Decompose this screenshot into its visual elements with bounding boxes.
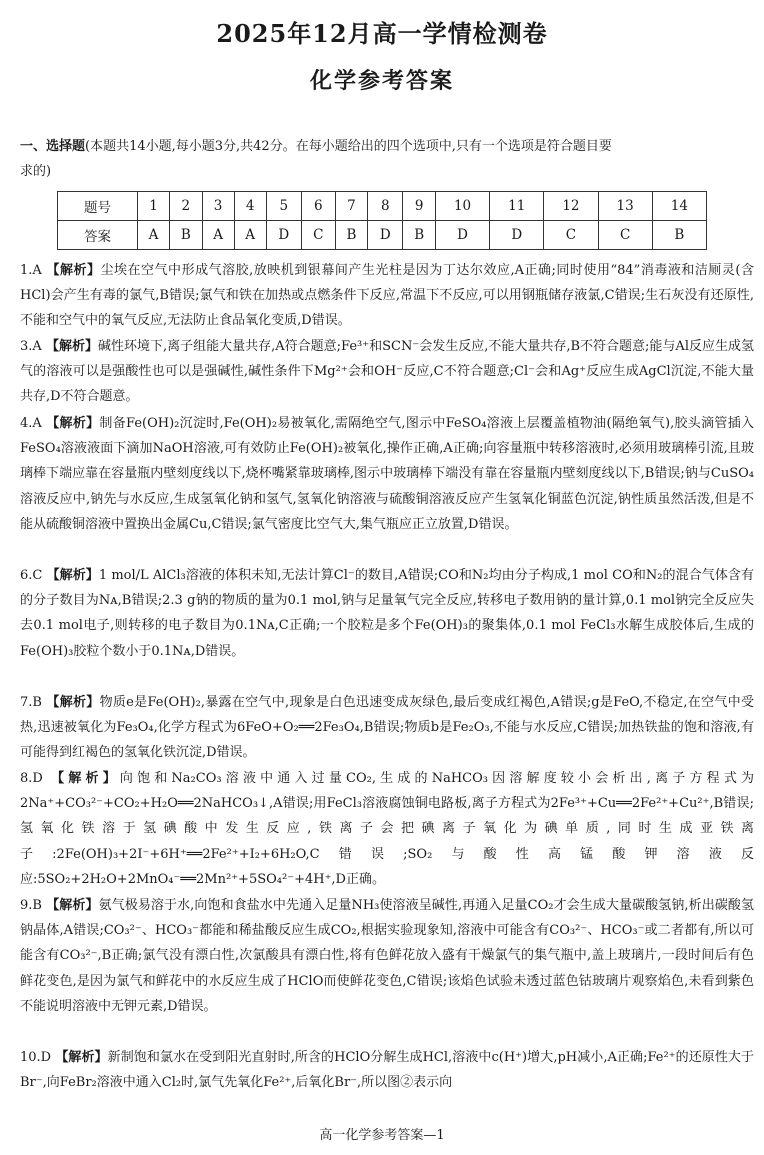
explanation-text: 向饱和Na₂CO₃溶液中通入过量CO₂,生成的NaHCO₃因溶解度较小会析出,离子方程式为2Na⁺+CO₃²⁻+CO₂+H₂O══2NaHCO₃↓,A错误;用FeCl₃溶液腐蚀铜电路板,离子方程式为2Fe³⁺+Cu══2Fe²⁺+Cu²⁺,B错误;氢氧化铁溶于氢碘酸中发生反应,铁离子会把碘离子氧化为碘单质,同时生成亚铁离子:2Fe(OH)₃+2I⁻+6H⁺══2Fe²⁺+I₂+6H₂O,C错误;SO₂与酸性高锰酸钾溶液反应:5SO₂+2H₂O+2MnO₄⁻══2Mn²⁺+5SO₄²⁻+4H⁺,D正确。	[20, 771, 754, 887]
explanation-q1	[20, 258, 754, 334]
answer-cell: B	[335, 221, 368, 250]
explanation-prefix: 10.D	[20, 1050, 52, 1065]
page-footer: 高一化学参考答案—1	[319, 1128, 445, 1143]
section-desc-line1: (本题共14小题,每小题3分,共42分。在每小题给出的四个选项中,只有一个选项是符合题目要	[85, 139, 612, 154]
explanation-text: 1 mol/L AlCl₃溶液的体积未知,无法计算Cl⁻的数目,A错误;CO和N₂均由分子构成,1 mol CO和N₂的混合气体含有的分子数目为Nᴀ,B错误;2.3 g钠的物质的量为0.1 mol,钠与足量氧气完全反应,转移电子数用钠的量计算,0.1 mol钠完全反应失去0.1 mol电子,则转移的电子数目为0.1Nᴀ,C正确;一个胶粒是多个Fe(OH)₃的聚集体,0.1 mol FeCl₃水解生成胶体后,生成的Fe(OH)₃胶粒个数小于0.1Nᴀ,D错误。	[20, 568, 754, 659]
explanation-text: 氨气极易溶于水,向饱和食盐水中先通入足量NH₃使溶液呈碱性,再通入足量CO₂才会生成大量碳酸氢钠,析出碳酸氢钠晶体,A错误;CO₃²⁻、HCO₃⁻都能和稀盐酸反应生成CO₂,根据实验现象知,溶液中可能含有CO₃²⁻、HCO₃⁻或二者都有,所以可能含有CO₃²⁻,B正确;氯气没有漂白性,次氯酸具有漂白性,将有色鲜花放入盛有干燥氯气的集气瓶中,盖上玻璃片,一段时间后有色鲜花变色,是因为氯气和鲜花中的水反应生成了HClO而使鲜花变色,C错误;该焰色试验未透过蓝色钴玻璃片观察焰色,未看到紫色不能说明溶液中无钾元素,D错误。	[20, 898, 754, 1014]
question-number-cell: 6	[301, 192, 335, 221]
row-label-number: 题号	[58, 192, 138, 221]
explanation-prefix: 4.A	[20, 416, 42, 431]
explanation-text: 碱性环境下,离子组能大量共存,A符合题意;Fe³⁺和SCN⁻会发生反应,不能大量共存,B不符合题意;能与Al反应生成氢气的溶液可以是强酸性也可以是强碱性,碱性条件下Mg²⁺会和OH⁻反应,C不符合题意;Cl⁻会和Ag⁺反应生成AgCl沉淀,不能大量共存,D不符合题意。	[20, 339, 754, 405]
explanation-q9	[20, 893, 754, 1019]
explanation-q8	[20, 766, 754, 892]
explanation-prefix: 6.C	[20, 568, 43, 583]
page-title: 2025年12月高一学情检测卷	[216, 19, 548, 48]
explanation-text: 尘埃在空气中形成气溶胶,放映机到银幕间产生光柱是因为丁达尔效应,A正确;同时使用“84”消毒液和洁厕灵(含HCl)会产生有毒的氯气,B错误;氯气和铁在加热或点燃条件下反应,常温下不反应,可以用钢瓶储存液氯,C错误;生石灰没有还原性,不能和空气中的氧气反应,无法防止食品氧化变质,D错误。	[20, 263, 754, 329]
explanation-tag: 【解析】	[46, 416, 100, 431]
explanation-text: 新制饱和氯水在受到阳光直射时,所含的HClO分解生成HCl,溶液中c(H⁺)增大,pH减小,A正确;Fe²⁺的还原性大于Br⁻,向FeBr₂溶液中通入Cl₂时,氯气先氧化Fe²⁺,后氧化Br⁻,所以图②表示向	[20, 1050, 754, 1091]
explanation-prefix: 9.B	[20, 898, 42, 913]
answer-table-answer-row	[58, 221, 707, 250]
answer-cell: C	[301, 221, 335, 250]
explanation-tag: 【解析】	[51, 771, 120, 786]
explanation-text: 制备Fe(OH)₂沉淀时,Fe(OH)₂易被氧化,需隔绝空气,图示中FeSO₄溶液上层覆盖植物油(隔绝氧气),胶头滴管插入FeSO₄溶液液面下滴加NaOH溶液,可有效防止Fe(OH)₂被氧化,操作正确,A正确;向容量瓶中转移溶液时,必须用玻璃棒引流,且玻璃棒下端应靠在容量瓶内壁刻度线以下,烧杯嘴紧靠玻璃棒,图示中玻璃棒下端没有靠在容量瓶内壁刻度线以下,B错误;钠与CuSO₄溶液反应中,钠先与水反应,生成氢氧化钠和氢气,氢氧化钠溶液与硫酸铜溶液反应产生氢氧化铜蓝色沉淀,钠性质虽然活泼,但是不能从硫酸铜溶液中置换出金属Cu,C错误;氯气密度比空气大,集气瓶应正立放置,D错误。	[20, 416, 754, 532]
section-desc-line2: 求的)	[20, 164, 52, 179]
explanation-prefix: 8.D	[20, 771, 43, 786]
page-subtitle: 化学参考答案	[309, 68, 454, 94]
answer-cell: A	[234, 221, 266, 250]
question-number-cell: 11	[490, 192, 544, 221]
section-heading: 一、选择题	[20, 139, 86, 154]
explanation-q4	[20, 411, 754, 537]
explanation-tag: 【解析】	[46, 263, 101, 278]
answer-cell: B	[170, 221, 203, 250]
explanation-tag: 【解析】	[46, 898, 99, 913]
answer-cell: B	[652, 221, 706, 250]
answer-cell: D	[266, 221, 301, 250]
explanation-q7	[20, 690, 754, 766]
answer-table	[57, 191, 707, 250]
explanation-q3	[20, 334, 754, 410]
explanation-tag: 【解析】	[46, 568, 99, 583]
explanation-q6	[20, 563, 754, 664]
answer-cell: B	[403, 221, 436, 250]
answer-cell: A	[202, 221, 234, 250]
explanation-text: 物质e是Fe(OH)₂,暴露在空气中,现象是白色迅速变成灰绿色,最后变成红褐色,A错误;g是FeO,不稳定,在空气中受热,迅速被氧化为Fe₃O₄,化学方程式为6FeO+O₂══2Fe₃O₄,B错误;物质b是Fe₂O₃,不能与水反应,C错误;加热铁盐的饱和溶液,有可能得到红褐色的氢氧化铁沉淀,D错误。	[20, 695, 754, 761]
question-number-cell: 13	[598, 192, 652, 221]
question-number-cell: 7	[335, 192, 368, 221]
question-number-cell: 3	[202, 192, 234, 221]
explanation-tag: 【解析】	[45, 339, 98, 354]
row-label-answer: 答案	[58, 221, 138, 250]
question-number-cell: 1	[138, 192, 170, 221]
explanation-prefix: 7.B	[20, 695, 42, 710]
explanation-tag: 【解析】	[46, 695, 100, 710]
answer-cell: C	[544, 221, 598, 250]
answer-cell: D	[368, 221, 403, 250]
answer-cell: D	[435, 221, 489, 250]
answer-cell: D	[490, 221, 544, 250]
question-number-cell: 2	[170, 192, 203, 221]
question-number-cell: 4	[234, 192, 266, 221]
answer-cell: C	[598, 221, 652, 250]
explanation-prefix: 3.A	[20, 339, 42, 354]
question-number-cell: 10	[435, 192, 489, 221]
question-number-cell: 5	[266, 192, 301, 221]
question-number-cell: 9	[403, 192, 436, 221]
answer-cell: A	[138, 221, 170, 250]
section-intro	[20, 134, 750, 184]
answer-table-number-row	[58, 192, 707, 221]
question-number-cell: 14	[652, 192, 706, 221]
explanation-q10	[20, 1045, 754, 1095]
question-number-cell: 8	[368, 192, 403, 221]
question-number-cell: 12	[544, 192, 598, 221]
explanation-tag: 【解析】	[55, 1050, 108, 1065]
explanation-prefix: 1.A	[20, 263, 42, 278]
